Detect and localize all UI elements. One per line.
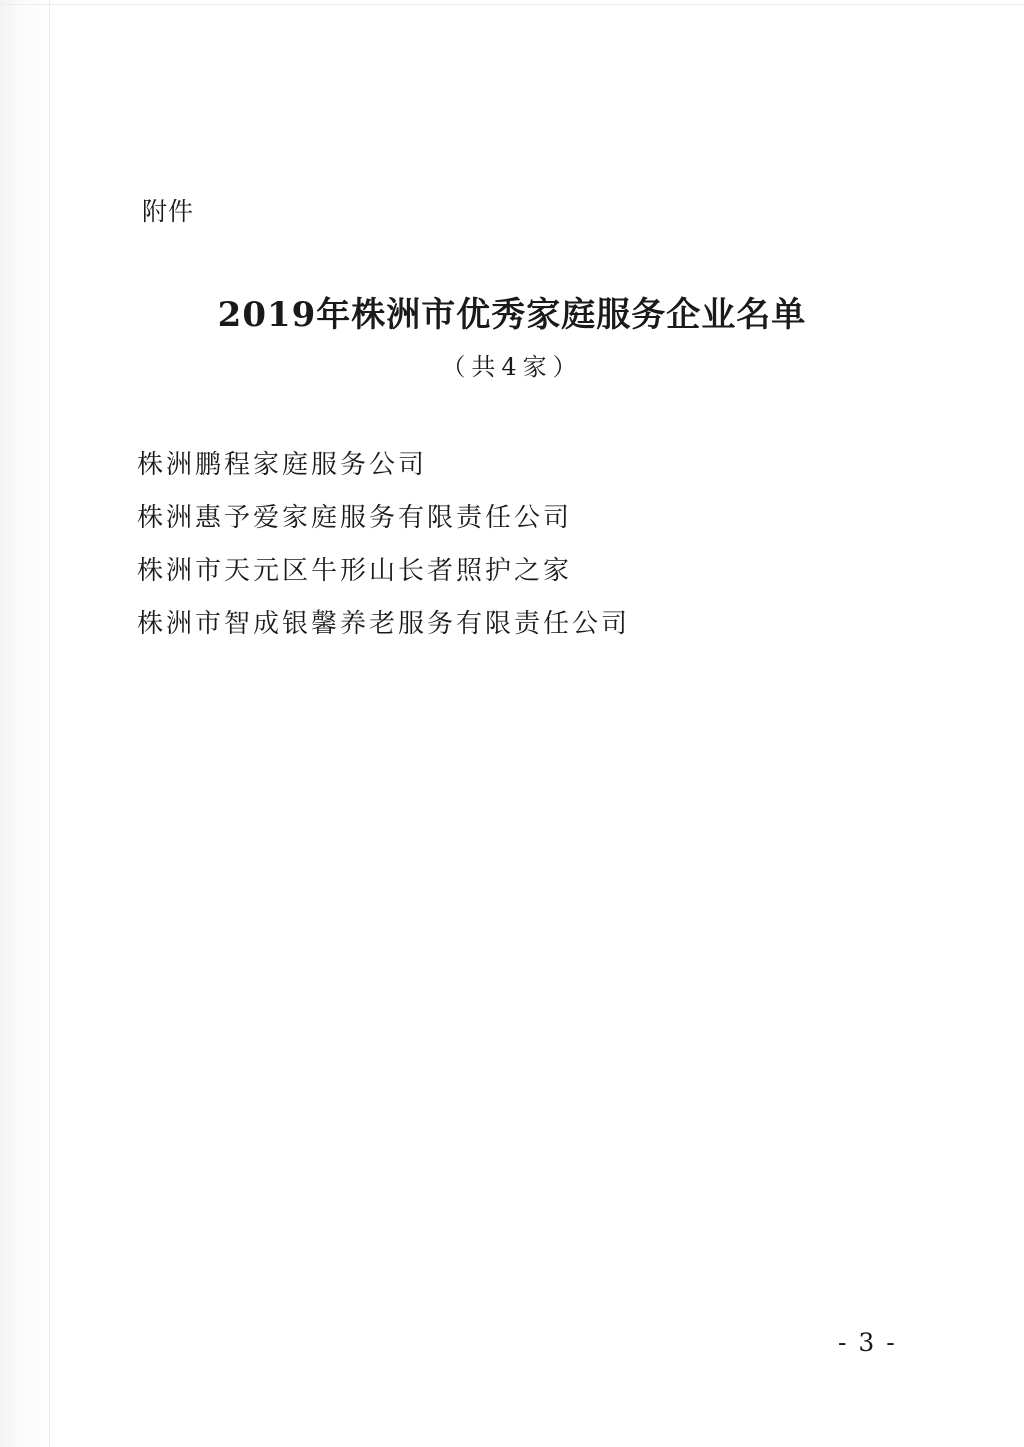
document-title: 2019年株洲市优秀家庭服务企业名单 [217,295,807,335]
document-subtitle: （共4家） [441,353,583,381]
scan-edge-line [49,0,50,1447]
page-number: - 3 - [838,1328,897,1357]
company-item: 株洲市天元区牛形山长者照护之家 [137,556,573,586]
scan-edge-shadow [0,0,48,1447]
scan-top-line [0,4,1024,5]
company-item: 株洲鹏程家庭服务公司 [137,450,428,480]
company-item: 株洲市智成银馨养老服务有限责任公司 [137,609,631,639]
company-item: 株洲惠予爱家庭服务有限责任公司 [137,503,573,533]
attachment-label: 附件 [142,197,195,226]
company-list [137,448,630,660]
